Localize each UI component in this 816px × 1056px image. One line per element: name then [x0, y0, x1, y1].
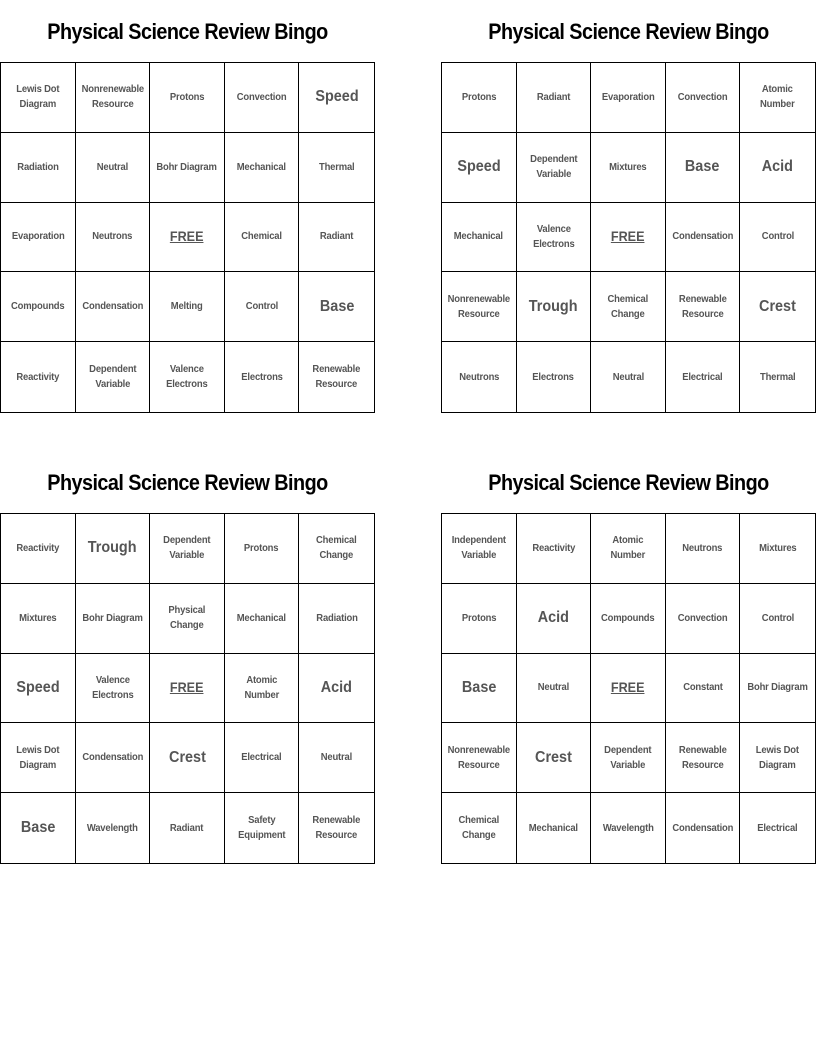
- bingo-cell: [1, 133, 76, 203]
- card-title: Physical Science Review Bingo: [488, 19, 769, 44]
- cell-label: Electrical: [682, 370, 723, 383]
- bingo-cell: [666, 654, 741, 724]
- cell-label: Chemical Change: [458, 814, 500, 842]
- cell-label: Renewable Resource: [678, 743, 727, 771]
- cell-label: Compounds: [11, 300, 65, 313]
- cell-label: Valence Electrons: [532, 222, 575, 250]
- cell-label: Melting: [171, 300, 203, 313]
- bingo-cell: [225, 203, 300, 273]
- bingo-cell: [225, 584, 300, 654]
- bingo-cell: [442, 272, 517, 342]
- cell-label: Mixtures: [758, 541, 797, 554]
- bingo-cell: [225, 793, 300, 863]
- free-space: [150, 654, 225, 724]
- cell-label: Mechanical: [237, 160, 287, 173]
- bingo-cell: [299, 584, 374, 654]
- cell-label: Physical Change: [168, 604, 206, 632]
- cell-label: Base: [20, 819, 56, 837]
- bingo-cell: [76, 203, 151, 273]
- cell-label: Evaporation: [11, 230, 65, 243]
- cell-label: Condensation: [81, 300, 143, 313]
- cell-label: Electrical: [757, 821, 798, 834]
- bingo-cell: [666, 63, 741, 133]
- bingo-cell: [76, 723, 151, 793]
- cell-label: Nonrenewable Resource: [447, 292, 511, 320]
- bingo-cell: [76, 584, 151, 654]
- bingo-cell: [1, 342, 76, 412]
- cell-label: Electrons: [240, 370, 283, 383]
- bingo-cell: [299, 272, 374, 342]
- bingo-cell: [299, 63, 374, 133]
- cell-label: Mixtures: [609, 160, 647, 173]
- card-title: Physical Science Review Bingo: [47, 19, 328, 44]
- bingo-cell: [517, 272, 592, 342]
- bingo-cell: [299, 203, 374, 273]
- bingo-cell: [517, 133, 592, 203]
- cell-label: Chemical Change: [607, 292, 649, 320]
- bingo-cell: [442, 584, 517, 654]
- cell-label: Acid: [321, 678, 353, 696]
- cell-label: Evaporation: [601, 90, 655, 103]
- bingo-cell: [76, 654, 151, 724]
- bingo-card-1: [0, 7, 375, 391]
- cell-label: Bohr Diagram: [747, 681, 808, 694]
- bingo-cell: [591, 723, 666, 793]
- bingo-cell: [76, 272, 151, 342]
- bingo-cell: [517, 342, 592, 412]
- cell-label: Reactivity: [16, 370, 60, 383]
- cell-label: FREE: [170, 679, 204, 696]
- bingo-cell: [740, 723, 815, 793]
- bingo-cell: [591, 63, 666, 133]
- bingo-cell: [299, 723, 374, 793]
- cell-label: Nonrenewable Resource: [447, 743, 511, 771]
- cell-label: FREE: [611, 228, 645, 245]
- bingo-cell: [150, 63, 225, 133]
- bingo-cell: [76, 133, 151, 203]
- cell-label: Trough: [87, 539, 137, 557]
- bingo-cell: [442, 793, 517, 863]
- bingo-grid: [0, 62, 375, 413]
- cell-label: Valence Electrons: [166, 363, 208, 391]
- cell-label: Crest: [759, 297, 797, 315]
- cell-label: Protons: [244, 541, 279, 554]
- bingo-cell: [1, 584, 76, 654]
- bingo-cell: [76, 342, 151, 412]
- bingo-card-4: [441, 458, 816, 842]
- cell-label: Convection: [236, 90, 287, 103]
- cell-label: Protons: [461, 90, 497, 103]
- bingo-cell: [150, 584, 225, 654]
- bingo-cell: [225, 342, 300, 412]
- bingo-cell: [1, 654, 76, 724]
- cell-label: Thermal: [759, 370, 796, 383]
- bingo-card-3: [0, 458, 375, 842]
- cell-label: Speed: [16, 678, 60, 696]
- bingo-cell: [442, 63, 517, 133]
- cell-label: Base: [319, 297, 354, 315]
- cell-label: Thermal: [318, 160, 355, 173]
- bingo-cell: [225, 272, 300, 342]
- cell-label: Mechanical: [237, 611, 287, 624]
- cell-label: Renewable Resource: [312, 363, 361, 391]
- bingo-cell: [299, 342, 374, 412]
- bingo-cell: [666, 133, 741, 203]
- bingo-cell: [740, 342, 815, 412]
- bingo-cell: [1, 793, 76, 863]
- bingo-cell: [740, 654, 815, 724]
- cell-label: Compounds: [601, 611, 655, 624]
- bingo-cell: [442, 133, 517, 203]
- cell-label: Acid: [762, 158, 794, 176]
- cell-label: Chemical Change: [316, 534, 357, 562]
- bingo-cell: [517, 584, 592, 654]
- bingo-grid: [0, 513, 375, 864]
- bingo-cell: [517, 793, 592, 863]
- cell-label: Radiation: [17, 160, 59, 173]
- cell-label: Dependent Variable: [163, 534, 211, 562]
- bingo-cell: [591, 584, 666, 654]
- cell-label: Atomic Number: [610, 534, 646, 562]
- cell-label: Lewis Dot Diagram: [16, 83, 60, 111]
- bingo-grid: [441, 62, 816, 413]
- bingo-cell: [150, 133, 225, 203]
- cell-label: Dependent Variable: [529, 153, 578, 181]
- cell-label: Neutral: [612, 370, 644, 383]
- cell-label: Neutral: [537, 681, 570, 694]
- bingo-cell: [299, 793, 374, 863]
- cell-label: Renewable Resource: [312, 814, 361, 842]
- bingo-cell: [666, 793, 741, 863]
- cell-label: Bohr Diagram: [82, 611, 143, 624]
- bingo-cell: [740, 514, 815, 584]
- cell-label: Control: [761, 611, 794, 624]
- cell-label: Independent Variable: [451, 534, 506, 562]
- cell-label: Control: [245, 300, 278, 313]
- cell-label: Wavelength: [86, 821, 138, 834]
- bingo-cell: [225, 133, 300, 203]
- bingo-cell: [225, 654, 300, 724]
- cell-label: Dependent Variable: [88, 363, 137, 391]
- cell-label: Condensation: [672, 230, 734, 243]
- cell-label: Atomic Number: [244, 673, 279, 701]
- cell-label: Mechanical: [454, 230, 504, 243]
- cell-label: Crest: [168, 748, 206, 766]
- cell-label: Reactivity: [16, 541, 60, 554]
- cell-label: Crest: [534, 748, 572, 766]
- cell-label: Radiant: [170, 821, 204, 834]
- bingo-cell: [150, 514, 225, 584]
- cell-label: Dependent Variable: [604, 743, 652, 771]
- bingo-cell: [517, 654, 592, 724]
- cell-label: Renewable Resource: [678, 292, 727, 320]
- cell-label: Mechanical: [528, 821, 578, 834]
- cell-label: Electrons: [532, 370, 575, 383]
- bingo-cell: [666, 584, 741, 654]
- free-space: [591, 203, 666, 273]
- bingo-cell: [666, 723, 741, 793]
- cell-label: Neutrons: [458, 370, 499, 383]
- cell-label: Electrical: [241, 751, 282, 764]
- cell-label: Neutral: [96, 160, 129, 173]
- free-space: [591, 654, 666, 724]
- bingo-cell: [740, 793, 815, 863]
- cell-label: Protons: [169, 90, 205, 103]
- cell-label: Valence Electrons: [91, 673, 134, 701]
- cell-label: Speed: [315, 88, 359, 106]
- bingo-cell: [150, 342, 225, 412]
- cell-label: Acid: [537, 609, 569, 627]
- bingo-cell: [1, 723, 76, 793]
- cell-label: Atomic Number: [760, 83, 795, 111]
- bingo-cell: [591, 793, 666, 863]
- bingo-cell: [740, 203, 815, 273]
- bingo-cell: [150, 793, 225, 863]
- bingo-cell: [225, 514, 300, 584]
- cell-label: Constant: [682, 681, 723, 694]
- bingo-cell: [442, 342, 517, 412]
- cell-label: Wavelength: [602, 821, 654, 834]
- card-title: Physical Science Review Bingo: [488, 470, 769, 495]
- bingo-cell: [666, 514, 741, 584]
- cell-label: FREE: [170, 228, 204, 245]
- cell-label: Condensation: [81, 751, 143, 764]
- bingo-cell: [517, 723, 592, 793]
- cell-label: Bohr Diagram: [156, 160, 218, 173]
- cell-label: Lewis Dot Diagram: [16, 743, 60, 771]
- bingo-cell: [666, 203, 741, 273]
- bingo-cell: [76, 63, 151, 133]
- bingo-cell: [76, 514, 151, 584]
- bingo-cell: [740, 133, 815, 203]
- cell-label: Lewis Dot Diagram: [756, 743, 800, 771]
- bingo-cell: [1, 514, 76, 584]
- bingo-cell: [517, 63, 592, 133]
- cell-label: Reactivity: [531, 541, 575, 554]
- bingo-cell: [591, 514, 666, 584]
- cell-label: Nonrenewable Resource: [81, 83, 144, 111]
- bingo-cell: [150, 272, 225, 342]
- bingo-cell: [1, 203, 76, 273]
- bingo-cell: [591, 133, 666, 203]
- card-title: Physical Science Review Bingo: [47, 470, 328, 495]
- bingo-cell: [150, 723, 225, 793]
- cell-label: Trough: [528, 297, 578, 315]
- bingo-cell: [299, 654, 374, 724]
- bingo-cell: [1, 272, 76, 342]
- bingo-cell: [442, 723, 517, 793]
- bingo-cell: [442, 654, 517, 724]
- bingo-cell: [442, 203, 517, 273]
- cell-label: Base: [461, 678, 497, 696]
- bingo-cell: [740, 63, 815, 133]
- bingo-cell: [442, 514, 517, 584]
- cell-label: Neutrons: [682, 541, 723, 554]
- bingo-cell: [299, 133, 374, 203]
- cell-label: FREE: [611, 679, 645, 696]
- cell-label: Mixtures: [19, 611, 57, 624]
- cell-label: Neutrons: [92, 230, 133, 243]
- bingo-cell: [225, 723, 300, 793]
- cell-label: Convection: [677, 611, 728, 624]
- cell-label: Chemical: [241, 230, 282, 243]
- cell-label: Control: [761, 230, 794, 243]
- bingo-cell: [740, 584, 815, 654]
- cell-label: Convection: [677, 90, 728, 103]
- bingo-cell: [591, 272, 666, 342]
- cell-label: Neutral: [321, 751, 353, 764]
- bingo-cell: [299, 514, 374, 584]
- cell-label: Radiant: [319, 230, 354, 243]
- bingo-cell: [1, 63, 76, 133]
- cell-label: Safety Equipment: [237, 814, 286, 842]
- cell-label: Base: [685, 158, 720, 176]
- bingo-grid: [441, 513, 816, 864]
- cell-label: Radiation: [315, 611, 358, 624]
- bingo-cell: [666, 342, 741, 412]
- bingo-cell: [225, 63, 300, 133]
- bingo-cell: [76, 793, 151, 863]
- cell-label: Protons: [461, 611, 497, 624]
- bingo-cell: [591, 342, 666, 412]
- cell-label: Speed: [457, 158, 501, 176]
- cell-label: Radiant: [536, 90, 571, 103]
- bingo-cell: [517, 514, 592, 584]
- cell-label: Condensation: [672, 821, 734, 834]
- bingo-cell: [666, 272, 741, 342]
- free-space: [150, 203, 225, 273]
- bingo-cell: [517, 203, 592, 273]
- bingo-cell: [740, 272, 815, 342]
- bingo-card-2: [441, 7, 816, 383]
